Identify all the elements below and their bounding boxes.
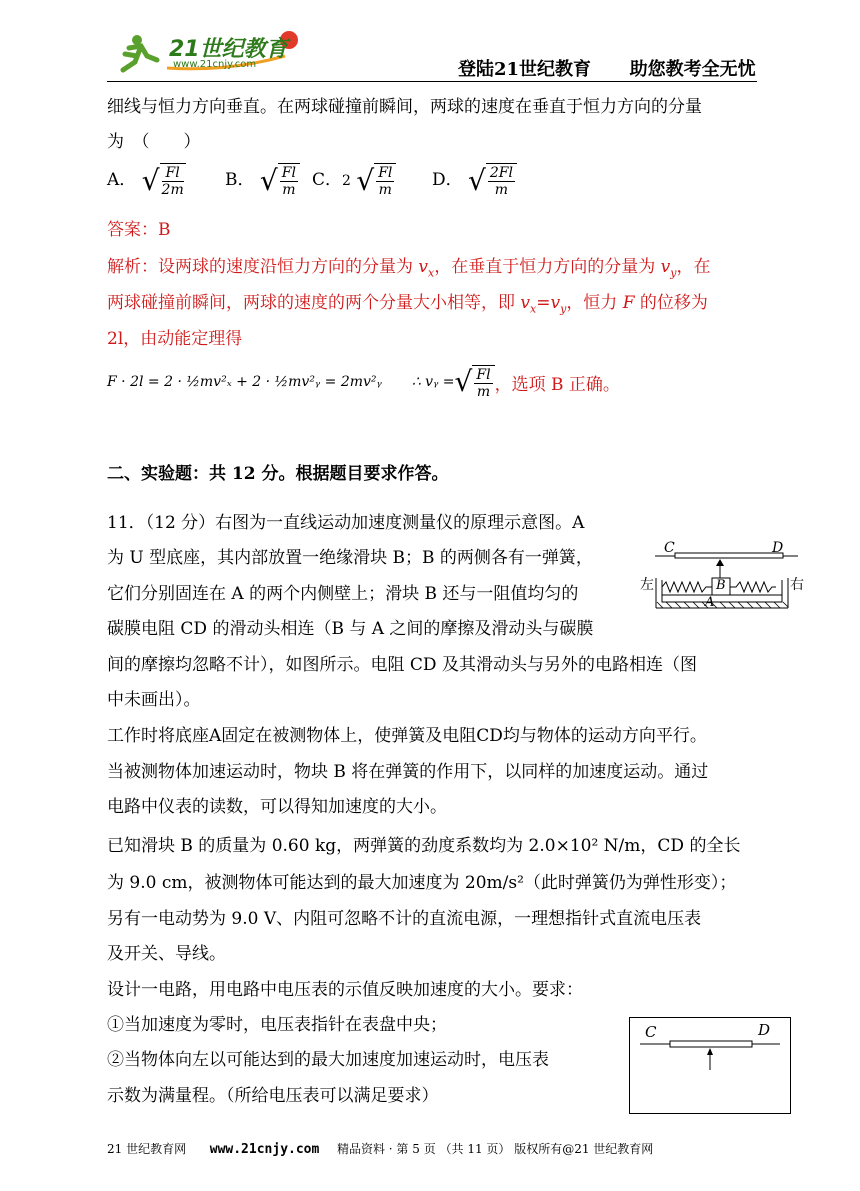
- q10-analysis-line2: [107, 292, 708, 320]
- header-divider: [107, 81, 757, 82]
- q11-line: 已知滑块 B 的质量为 0.60 kg，两弹簧的劲度系数均为 2.0×10² N/m，CD 的全长: [107, 836, 741, 856]
- option-a-sqrt: √ $\frac{Fl}{2m}$: [141, 163, 184, 198]
- formula-left: F · 2l = 2 · ½mv²ₓ + 2 · ½mv²ᵧ = 2mv²ᵧ: [107, 374, 382, 390]
- q10-answer: 答案：B: [107, 220, 171, 240]
- analysis-text-2a: 两球碰撞前瞬间，两球的速度的两个分量大小相等，即: [107, 293, 521, 313]
- q11-line: 间的摩擦均忽略不计），如图所示。电阻 CD 及其滑动头与另外的电路相连（图: [107, 655, 697, 675]
- slogan-left: 登陆21世纪教育: [458, 59, 592, 80]
- accelerometer-diagram: [640, 540, 805, 620]
- option-b-num: Fl: [281, 165, 296, 181]
- analysis-text-1b: ，在垂直于恒力方向的分量为: [434, 257, 661, 277]
- formula-den: m: [476, 383, 491, 400]
- fig1-label-a: A: [705, 595, 715, 610]
- q10-formula: [107, 360, 620, 404]
- analysis-text-2c: 的位移为: [634, 293, 708, 313]
- formula-conclusion: ，选项 B 正确。: [494, 374, 620, 395]
- q11-line: 及开关、导线。: [107, 944, 226, 964]
- q11-line: 工作时将底座A固定在被测物体上，使弹簧及电阻CD均与物体的运动方向平行。: [107, 726, 707, 746]
- q11-line: ②当物体向左以可能达到的最大加速度加速运动时，电压表: [107, 1050, 549, 1070]
- q11-line: 电路中仪表的读数，可以得知加速度的大小。: [107, 797, 447, 817]
- option-a: [107, 163, 186, 198]
- q10-analysis-line1: [107, 256, 710, 284]
- option-a-den: 2m: [161, 182, 184, 198]
- page-footer: [107, 1140, 653, 1157]
- logo-text: 21世纪教育: [169, 37, 288, 62]
- q11-line: 设计一电路，用电路中电压表的示值反映加速度的大小。要求：: [107, 980, 583, 1000]
- option-d-num: 2Fl: [489, 165, 513, 181]
- q11-line: 示数为满量程。（所给电压表可以满足要求）: [107, 1086, 439, 1106]
- option-c-label: C．: [312, 170, 343, 190]
- option-b-sqrt: √ $\frac{Fl}{m}$: [260, 163, 300, 198]
- fig1-label-right: 右: [790, 577, 804, 593]
- q10-line2: 为 （ ）: [107, 132, 201, 152]
- q11-line: 它们分别固连在 A 的两个内侧壁上；滑块 B 还与一阻值均匀的: [107, 584, 579, 604]
- q11-line: 碳膜电阻 CD 的滑动头相连（B 与 A 之间的摩擦及滑动头与碳膜: [107, 619, 594, 639]
- q11-line: 11．（12 分）右图为一直线运动加速度测量仪的原理示意图。A: [107, 513, 585, 533]
- footer-site: 21 世纪教育网: [107, 1142, 187, 1156]
- option-b-den: m: [282, 182, 296, 198]
- q11-line: 当被测物体加速运动时，物块 B 将在弹簧的作用下，以同样的加速度运动。通过: [107, 762, 709, 782]
- option-c-coef: 2: [342, 173, 351, 189]
- formula-sqrt: √ $\frac{Fl}{m}$: [455, 365, 495, 400]
- slogan-right: 助您教考全无忧: [629, 59, 756, 80]
- analysis-text-1a: 解析：设两球的速度沿恒力方向的分量为: [107, 257, 419, 277]
- option-a-label: A．: [107, 170, 137, 190]
- fig1-label-c: C: [664, 540, 675, 556]
- option-c: [312, 163, 396, 198]
- q11-line: ①当加速度为零时，电压表指针在表盘中央；: [107, 1015, 447, 1035]
- header-slogan: [458, 55, 756, 81]
- site-logo: [107, 26, 307, 78]
- fig1-label-left: 左: [640, 577, 654, 593]
- footer-url[interactable]: www.21cnjy.com: [209, 1142, 320, 1157]
- formula-num: Fl: [476, 366, 491, 383]
- analysis-text-2b: ，恒力: [566, 293, 623, 313]
- vy-symbol: $v_y$: [660, 257, 677, 280]
- q10-analysis-line3: 2l，由动能定理得: [107, 329, 243, 349]
- option-d-label: D．: [432, 170, 463, 190]
- vx-eq-vy: $v_x=v_y$: [520, 293, 567, 316]
- fig1-label-d: D: [772, 540, 784, 556]
- circuit-answer-box: [629, 1017, 791, 1114]
- option-c-num: Fl: [378, 165, 393, 181]
- analysis-text-1c: ，在: [676, 257, 711, 277]
- option-c-den: m: [378, 182, 392, 198]
- q10-line1: 细线与恒力方向垂直。在两球碰撞前瞬间，两球的速度在垂直于恒力方向的分量: [107, 97, 702, 117]
- force-symbol: F: [622, 293, 635, 313]
- option-d-den: m: [494, 182, 509, 198]
- q11-line: 为 9.0 cm，被测物体可能达到的最大加速度为 20m/s²（此时弹簧仍为弹性形变）；: [107, 873, 737, 893]
- option-a-num: Fl: [162, 165, 184, 182]
- option-d: [432, 163, 517, 198]
- formula-therefore: ∴ vᵧ =: [411, 374, 455, 390]
- option-b-label: B．: [225, 170, 255, 190]
- logo-url: www.21cnjy.com: [173, 59, 257, 70]
- vx-v: v: [418, 257, 429, 277]
- q11-line: 为 U 型底座，其内部放置一绝缘滑块 B；B 的两侧各有一弹簧，: [107, 548, 593, 568]
- footer-info: 精品资料 · 第 5 页 （共 11 页） 版权所有@21 世纪教育网: [336, 1142, 654, 1156]
- vx-symbol: $v_x$: [418, 257, 435, 280]
- option-b: [225, 163, 300, 198]
- option-c-sqrt: √ $\frac{Fl}{m}$: [356, 163, 396, 198]
- fig2-label-c: C: [645, 1023, 657, 1041]
- fig2-label-d: D: [758, 1021, 771, 1039]
- q11-line: 中未画出）。: [107, 690, 201, 710]
- fig1-label-b: B: [716, 578, 726, 593]
- section-2-title: 二、实验题：共 12 分。根据题目要求作答。: [107, 464, 449, 484]
- option-d-sqrt: √ $\frac{2Fl}{m}$: [468, 163, 517, 198]
- q11-line: 另有一电动势为 9.0 V、内阻可忽略不计的直流电源，一理想指针式直流电压表: [107, 909, 702, 929]
